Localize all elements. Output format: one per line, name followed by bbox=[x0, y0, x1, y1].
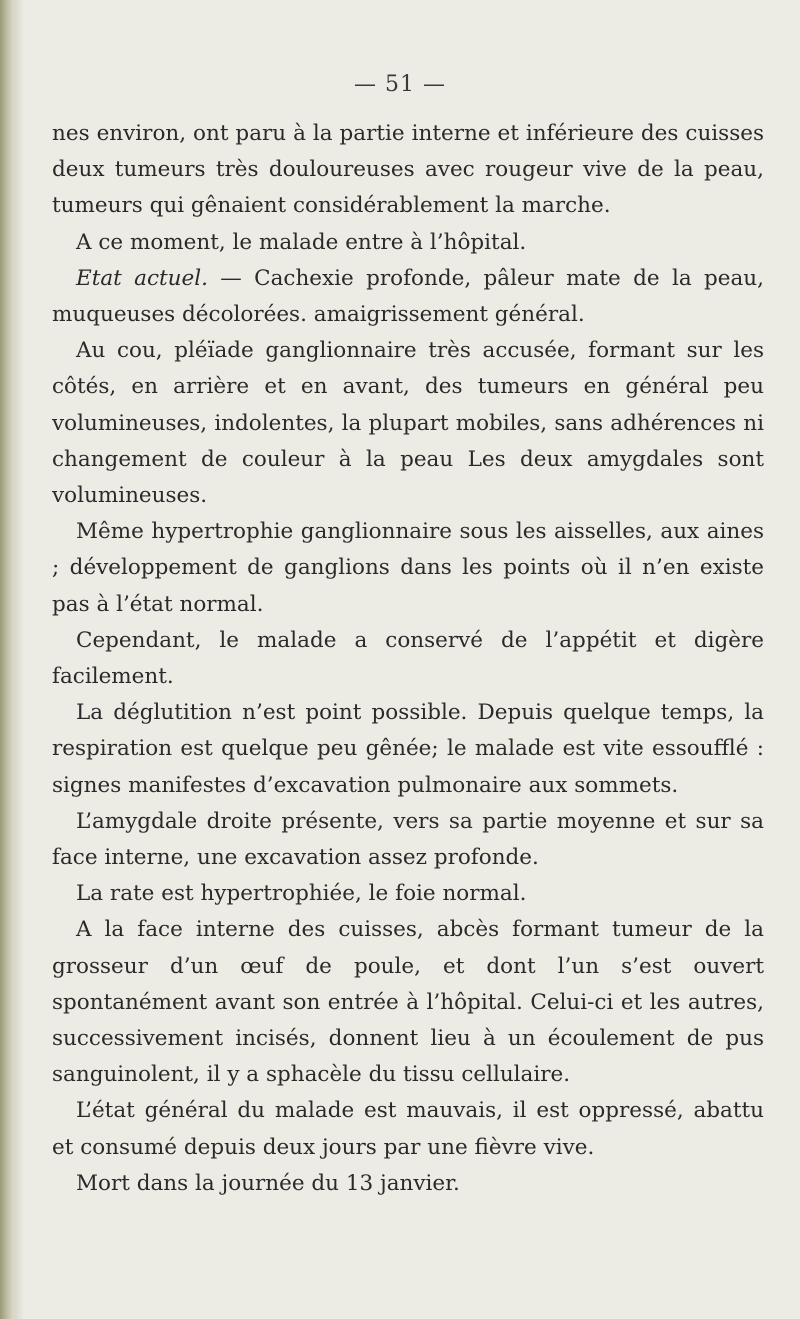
page-binding-shadow bbox=[14, 0, 24, 1319]
paragraph-text: — Cachexie profonde, pâleur mate de la peau, muqueuses décolorées. amaigrissement général. bbox=[52, 265, 764, 328]
page-number: — 51 — bbox=[354, 72, 446, 97]
document-body bbox=[52, 116, 764, 1202]
paragraph: L’amygdale droite présente, vers sa partie moyenne et sur sa face interne, une excavation assez profonde. bbox=[52, 808, 764, 871]
paragraph: Au cou, pléïade ganglionnaire très accusée, formant sur les côtés, en arrière et en avant, des tumeurs en général peu volumineuses, indolentes, la plupart mobiles, sans adhérences ni changement de couleur à la peau Les deux amygdales sont volumineuses. bbox=[52, 338, 764, 509]
paragraph: La déglutition n’est point possible. Depuis quelque temps, la respiration est quelque peu gênée; le malade est vite essoufflé : signes manifestes d’excavation pulmonaire aux sommets. bbox=[52, 700, 764, 798]
section-label: Etat actuel. bbox=[76, 265, 208, 291]
paragraph: L’état général du malade est mauvais, il est oppressé, abattu et consumé depuis deux jours par une fièvre vive. bbox=[52, 1098, 764, 1160]
paragraph: A ce moment, le malade entre à l’hôpital. bbox=[76, 229, 527, 255]
paragraph: A la face interne des cuisses, abcès formant tumeur de la grosseur d’un œuf de poule, et dont l’un s’est ouvert spontanément avant son entrée à l’hôpital. Celui-ci et les autres, successivement incisés, donnent lieu à un écoulement de pus sanguinolent, il y a sphacèle du tissu cellulaire. bbox=[52, 917, 764, 1088]
paragraph: nes environ, ont paru à la partie interne et inférieure des cuisses deux tumeurs très douloureuses avec rougeur vive de la peau, tumeurs qui gênaient considérablement la marche. bbox=[52, 121, 764, 219]
paragraph: Cependant, le malade a conservé de l’appétit et digère facilement. bbox=[52, 627, 764, 690]
paragraph-etat-actuel bbox=[52, 261, 764, 333]
paragraph: La rate est hypertrophiée, le foie normal. bbox=[76, 881, 527, 907]
paragraph: Mort dans la journée du 13 janvier. bbox=[76, 1170, 460, 1196]
page-binding-edge bbox=[0, 0, 14, 1319]
paragraph: Même hypertrophie ganglionnaire sous les aisselles, aux aines ; développement de ganglions dans les points où il n’en existe pas à l’état normal. bbox=[52, 519, 764, 617]
